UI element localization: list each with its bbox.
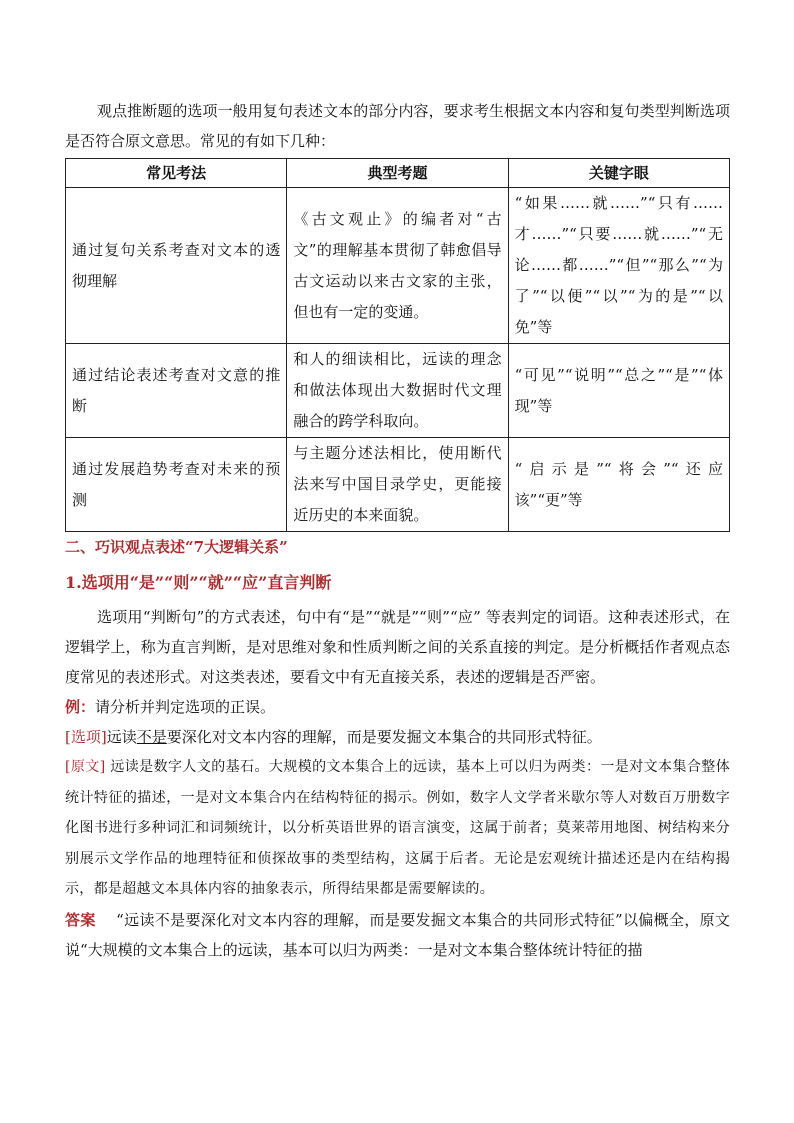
table-cell: “启示是”“将会”“还应该”“更”等 — [508, 438, 729, 532]
exam-types-table — [65, 158, 730, 532]
answer-paragraph — [65, 905, 730, 965]
table-cell: “如果……就……”“只有……才……”“只要……就……”“无论……都……”“但”“那么”“为了”“以便”“以”“为的是”“以免”等 — [508, 188, 729, 344]
intro-paragraph: 观点推断题的选项一般用复句表述文本的部分内容，要求考生根据文本内容和复句类型判断选项是否符合原文意思。常见的有如下几种： — [65, 102, 730, 150]
table-cell: 通过发展趋势考查对未来的预测 — [66, 438, 287, 532]
table-cell: 《古文观止》的编者对“古文”的理解基本贯彻了韩愈倡导古文运动以来古文家的主张，但也有一定的变通。 — [287, 188, 508, 344]
table-row — [66, 438, 730, 532]
option-text-post: 要深化对文本内容的理解，而是要发掘文本集合的共同形式特征。 — [166, 728, 602, 746]
example-text: 请分析并判定选项的正误。 — [95, 698, 276, 716]
table-row — [66, 344, 730, 438]
answer-label: 答案 — [65, 910, 96, 929]
table-cell: “可见”“说明”“总之”“是”“体现”等 — [508, 344, 729, 438]
table-cell: 通过结论表述考查对文意的推断 — [66, 344, 287, 438]
subsection-title: 1.选项用“是”“则”“就”“应”直言判断 — [65, 573, 332, 592]
table-row — [66, 188, 730, 344]
option-line — [65, 722, 730, 752]
option-text-underlined: 不是 — [136, 728, 167, 746]
option-label: [选项] — [65, 728, 107, 746]
original-label: [原文] — [65, 759, 106, 775]
table-header: 典型考题 — [287, 159, 508, 188]
table-cell: 通过复句关系考查对文本的透彻理解 — [66, 188, 287, 344]
example-line — [65, 692, 730, 722]
table-header-row — [66, 159, 730, 188]
answer-text: “远读不是要深化对文本内容的理解，而是要发掘文本集合的共同形式特征”以偏概全，原文说“大规模的文本集合上的远读，基本可以归为两类：一是对文本集合整体统计特征的描 — [65, 910, 730, 959]
table-header: 关键字眼 — [508, 159, 729, 188]
original-text-paragraph — [65, 752, 730, 905]
example-label: 例： — [65, 698, 96, 716]
section-title: 二、巧识观点表述“7大逻辑关系” — [65, 538, 288, 556]
original-text: 远读是数字人文的基石。大规模的文本集合上的远读，基本上可以归为两类：一是对文本集合整体统计特征的描述，一是对文本集合内在结构特征的揭示。例如，数字人文学者米歇尔等人对数百万册数字化图书进行多种词汇和词频统计，以分析英语世界的语言演变，这属于前者；莫莱蒂用地图、树结构来分别展示文学作品的地理特征和侦探故事的类型结构，这属于后者。无论是宏观统计描述还是内在结构揭示，都是超越文本具体内容的抽象表示，所得结果都是需要解读的。 — [65, 759, 730, 897]
table-cell: 与主题分述法相比，使用断代法来写中国目录学史，更能接近历史的本来面貌。 — [287, 438, 508, 532]
body-paragraph: 选项用“判断句”的方式表述，句中有“是”“就是”“则”“应” 等表判定的词语。这种表述形式，在逻辑学上，称为直言判断，是对思维对象和性质判断之间的关系直接的判定。是分析概括作者观点态度常见的表述形式。对这类表述，要看文中有无直接关系，表述的逻辑是否严密。 — [65, 608, 730, 686]
table-cell: 和人的细读相比，远读的理念和做法体现出大数据时代文理融合的跨学科取向。 — [287, 344, 508, 438]
table-header: 常见考法 — [66, 159, 287, 188]
option-text-pre: 远读 — [106, 728, 137, 746]
document-page — [65, 96, 730, 965]
